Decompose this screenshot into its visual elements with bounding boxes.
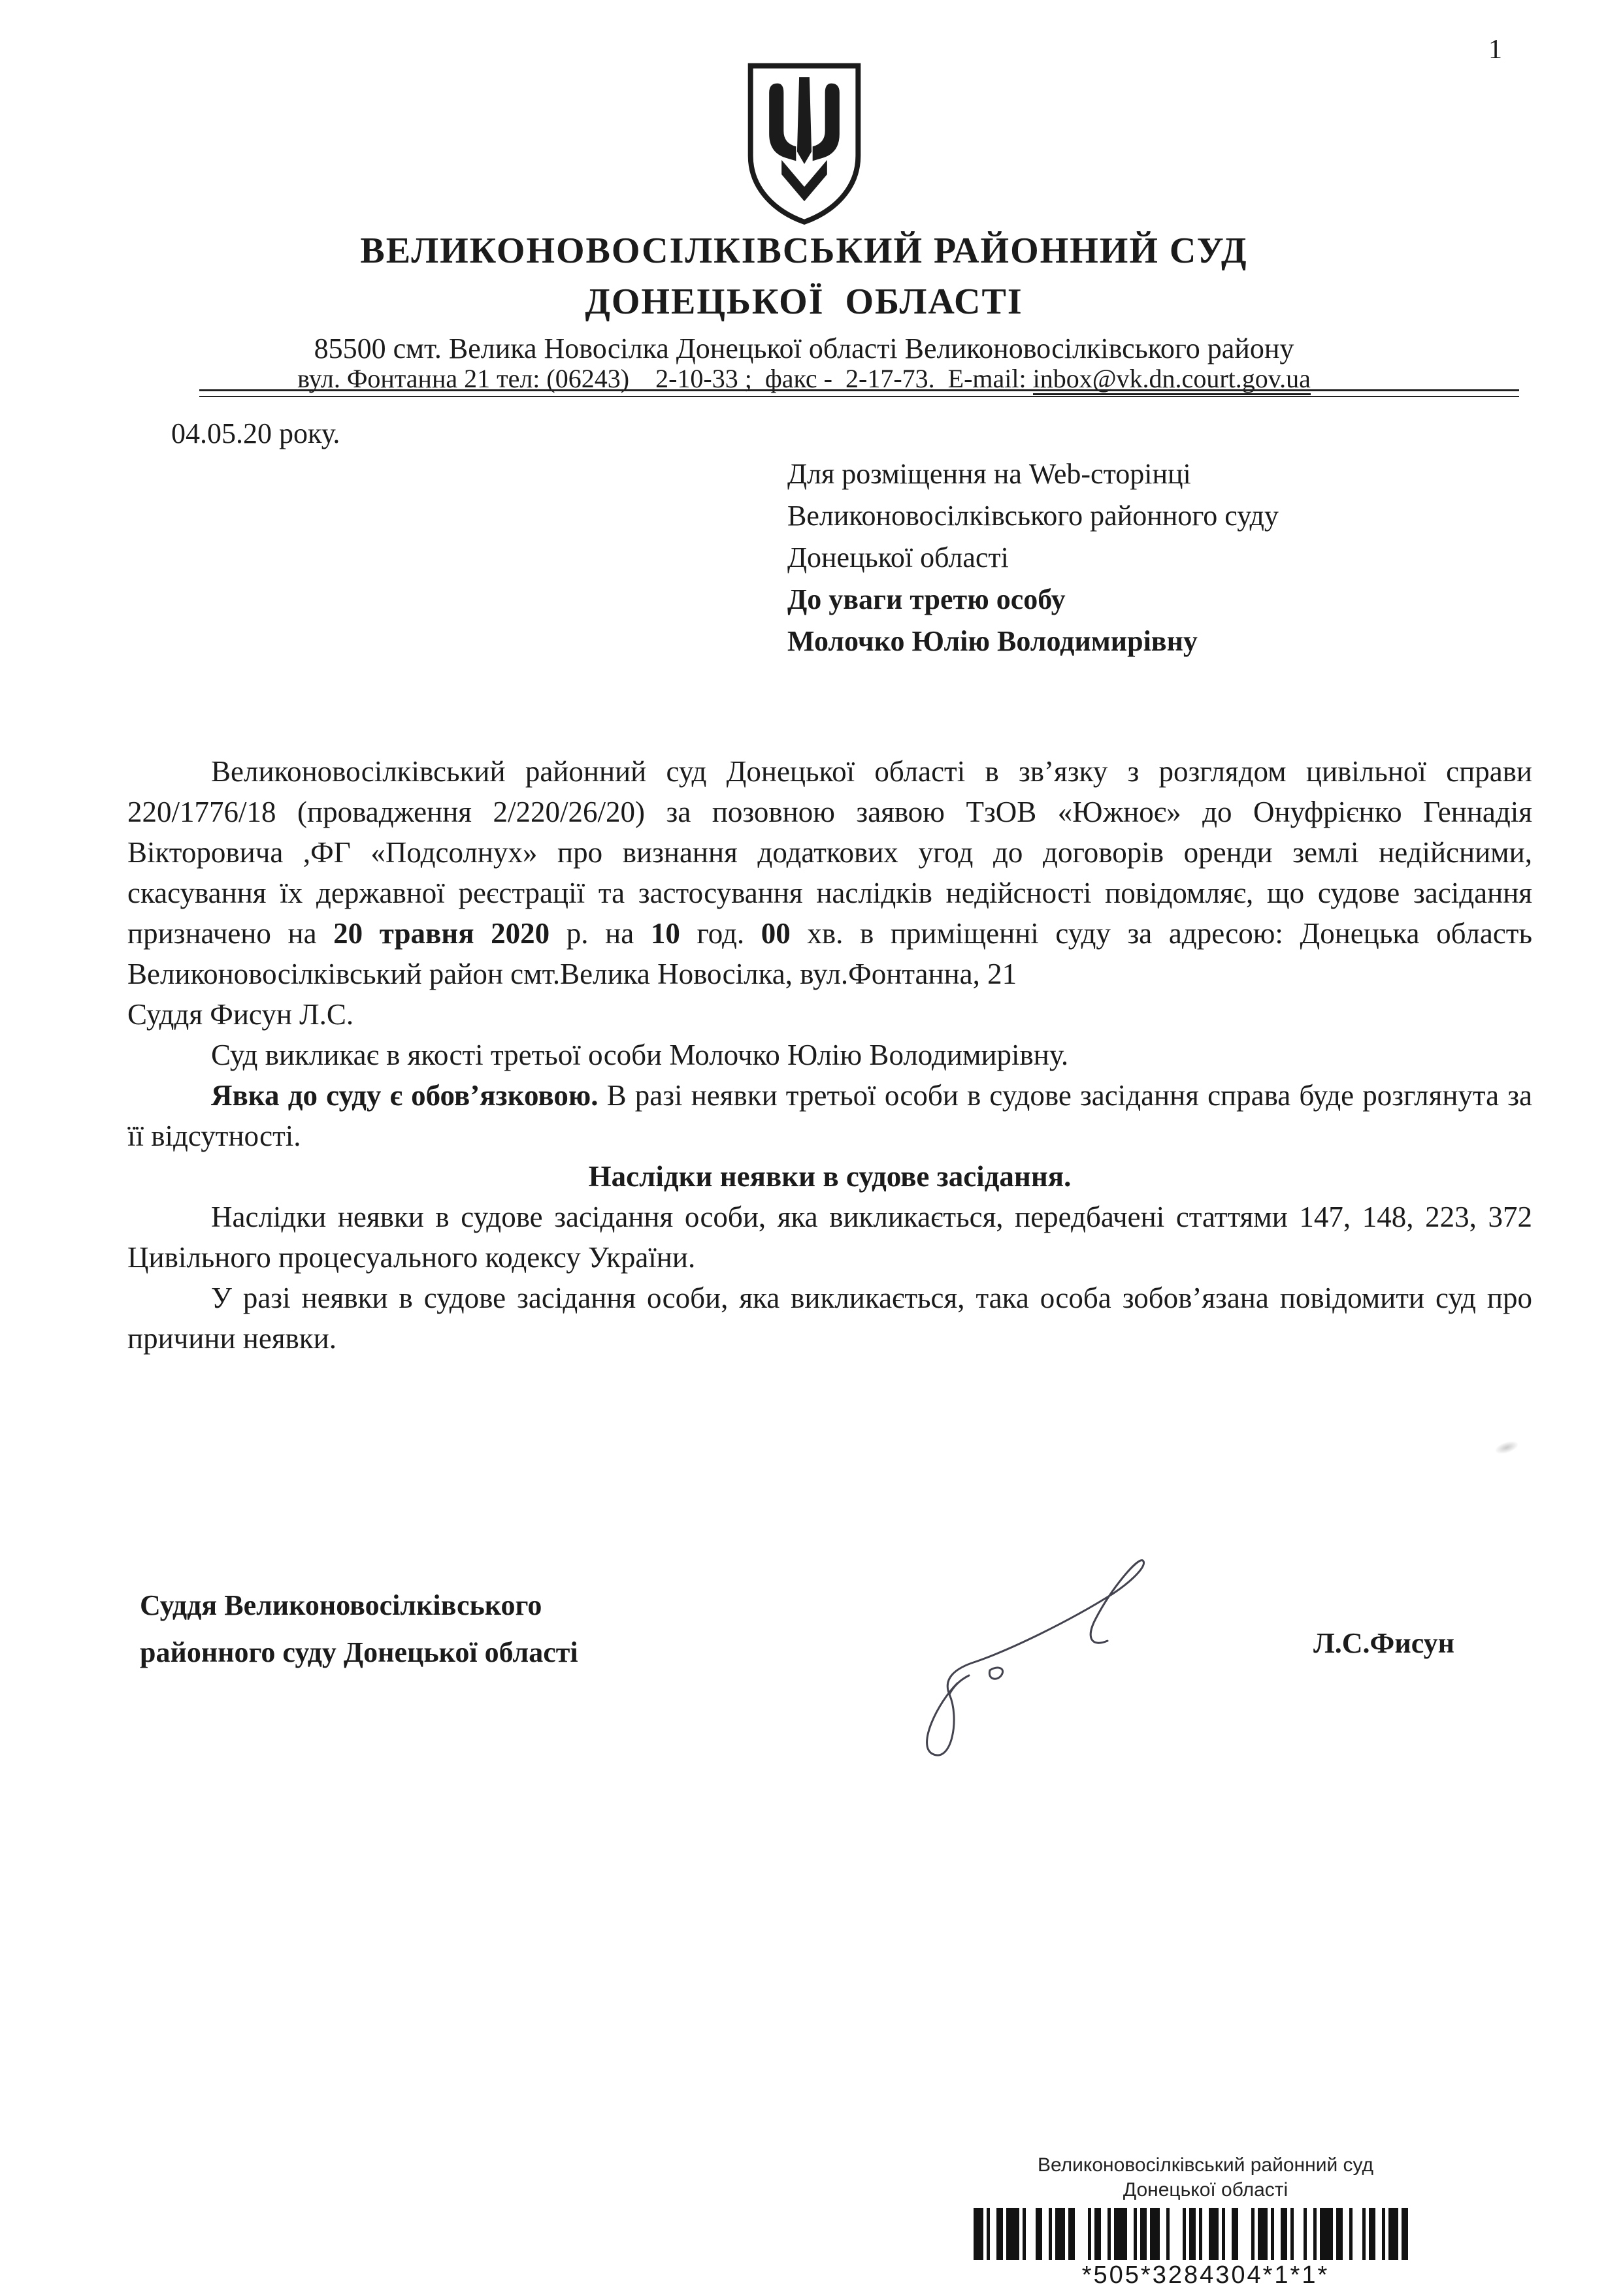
judge-line: Суддя Фисун Л.С. [127,998,354,1031]
hearing-hour: 10 [650,917,680,950]
footer-court-line: Великоновосілківський районний суд [1037,2154,1374,2176]
phone-fax-text: вул. Фонтанна 21 тел: (06243) 2-10-33 ; факс - 2-17-73. E-mail: [297,364,1033,393]
scan-smudge [1494,1439,1519,1456]
attendance-consequence-text: В разі неявки третьої особи в судове засідання справа буде розглянута за її відсутності. [127,1079,1532,1152]
notification-paragraph: У разі неявки в судове засідання особи, яка викликається, така особа зобов’язана повідомити суд про причини неявки. [127,1282,1532,1355]
recipient-block [787,453,1279,662]
header-divider [199,389,1519,397]
judge-name: Л.С.Фисун [1313,1627,1455,1659]
email-text: inbox@vk.dn.court.gov.ua [1033,364,1311,395]
hearing-date: 20 травня 2020 [333,917,550,950]
barcode-icon [974,2208,1437,2260]
signature-title-line: Суддя Великоновосілківського [140,1589,542,1621]
signature-title-block [140,1582,578,1676]
handwritten-signature-icon [892,1549,1206,1768]
ukraine-trident-shield-icon [742,60,866,230]
notice-text: хв. в приміщенні суду за адресою: Донецька область Великоновосілківський район смт.Велика Новосілка, вул.Фонтанна, 21 [127,917,1532,990]
court-address-line: 85500 смт. Велика Новосілка Донецької області Великоновосілківського району [314,332,1294,364]
court-title-line1: ВЕЛИКОНОВОСІЛКІВСЬКИЙ РАЙОННИЙ СУД [360,231,1248,271]
mandatory-attendance-text: Явка до суду є обов’язковою. [211,1079,599,1112]
barcode-text: *505*3284304*1*1* [1081,2261,1330,2289]
footer-stamp-block [944,2153,1467,2288]
recipient-line: Донецької області [787,542,1009,574]
hearing-notice-paragraph [127,751,1532,994]
consequences-paragraph: Наслідки неявки в судове засідання особи, яка викликається, передбачені статтями 147, 148, 223, 372 Цивільного процесуального кодексу України. [127,1201,1532,1274]
notice-text: р. на [550,917,651,950]
consequences-heading: Наслідки неявки в судове засідання. [588,1160,1072,1193]
recipient-attention-line: До уваги третю особу [787,583,1066,615]
summons-paragraph: Суд викликає в якості третьої особи Молочко Юлію Володимирівну. [211,1039,1069,1071]
page-number: 1 [1488,35,1502,65]
notice-body [127,751,1532,1359]
recipient-line: Для розміщення на Web-сторінці [787,458,1191,490]
attendance-paragraph [127,1075,1532,1156]
notice-text: год. [680,917,761,950]
footer-court-line: Донецької області [1123,2179,1288,2201]
recipient-person-name: Молочко Юлію Володимирівну [787,625,1198,657]
notice-text: Великоновосілківський районний суд Донецької області в зв’язку з розглядом цивільної справи 220/1776/18 (провадження 2/220/26/20) за позовною заявою ТзОВ «Южноє» до Онуфрієнко Геннадія Вікторовича ,ФГ «Подсолнух» про визнання додаткових угод до договорів оренди землі недійсними, скасування їх державної реєстрації та застосування наслідків недійсності повідомляє, що судове засідання призначено на [127,755,1532,950]
court-title-line2: ДОНЕЦЬКОЇ ОБЛАСТІ [585,282,1023,322]
signature-title-line: районного суду Донецької області [140,1636,578,1668]
hearing-minute: 00 [761,917,791,950]
recipient-line: Великоновосілківського районного суду [787,500,1279,532]
document-date: 04.05.20 року. [171,417,340,449]
